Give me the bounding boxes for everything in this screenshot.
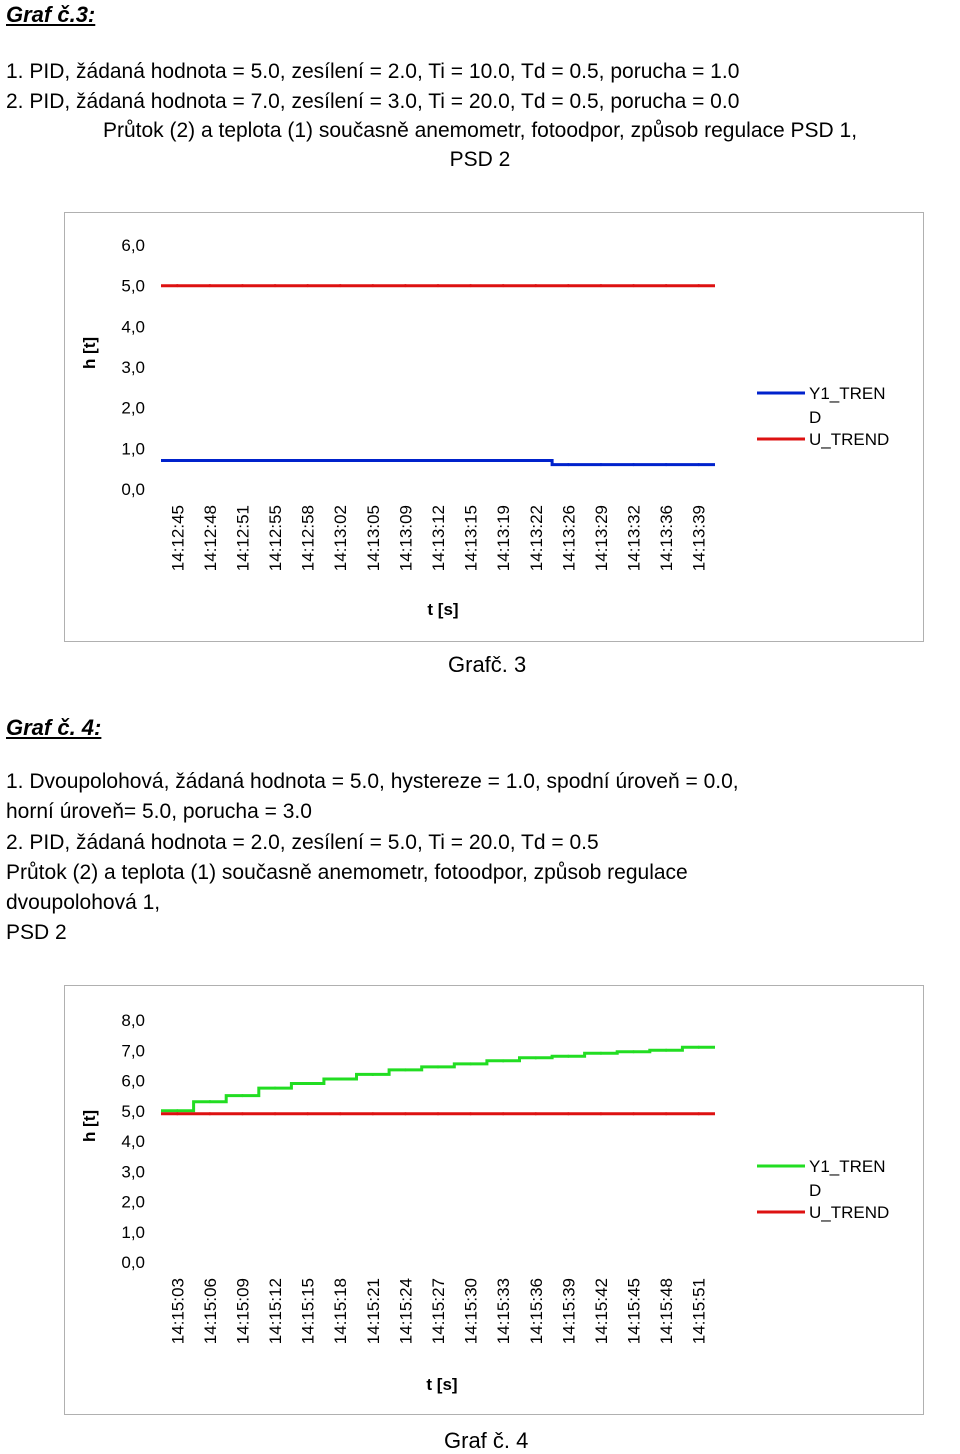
chart3-ytick-label: 3,0	[121, 358, 145, 377]
chart3-data-point	[241, 459, 244, 462]
chart3-xtick-label: 14:13:26	[559, 505, 579, 572]
chart4-ytick-label: 5,0	[121, 1101, 145, 1121]
chart4-data-point	[274, 1112, 277, 1115]
chart4-frame	[64, 985, 924, 1415]
chart4-xtick-label: 14:15:39	[559, 1278, 579, 1345]
chart4-data-point	[241, 1112, 244, 1115]
chart3-data-point	[567, 463, 570, 466]
chart3-data-point	[665, 284, 668, 287]
chart3-data-point	[665, 463, 668, 466]
chart3-data-point	[632, 463, 635, 466]
chart4-ytick-label: 8,0	[121, 1011, 145, 1030]
chart3-ytick-label: 1,0	[121, 439, 145, 459]
chart3-ytick-label: 0,0	[121, 480, 145, 499]
chart4-ytick-label: 7,0	[121, 1041, 145, 1061]
chart3-series-0	[161, 459, 715, 466]
chart4-data-point	[599, 1052, 602, 1055]
graf3-line-4: PSD 2	[449, 148, 511, 171]
chart3-series-1	[161, 284, 715, 287]
chart4-data-point	[404, 1112, 407, 1115]
chart4-series-1	[161, 1112, 715, 1115]
chart4-data-point	[404, 1068, 407, 1071]
chart3-data-point	[306, 284, 309, 287]
chart3-xtick-label: 14:12:58	[298, 505, 318, 572]
chart4-data-point	[339, 1077, 342, 1080]
chart3-data-point	[274, 459, 277, 462]
chart3-legend-label-3: U_TREND	[809, 430, 890, 449]
chart4-ytick-label: 4,0	[121, 1132, 145, 1151]
chart4-data-point	[502, 1059, 505, 1062]
chart3-xtick-label: 14:13:12	[429, 505, 448, 572]
chart3-ytick-label: 4,0	[121, 317, 145, 337]
chart3-data-point	[469, 459, 472, 462]
chart3-ytick-label: 6,0	[121, 236, 145, 255]
chart4-data-point	[567, 1112, 570, 1115]
graf4-heading: Graf č. 4:	[6, 715, 102, 740]
chart3-data-point	[437, 459, 440, 462]
chart3-data-point	[599, 463, 602, 466]
chart3-ytick-label: 5,0	[121, 276, 145, 296]
chart4-data-point	[371, 1073, 374, 1076]
chart3-x-axis-title: t [s]	[427, 600, 459, 619]
chart4-xtick-label: 14:15:12	[266, 1278, 286, 1345]
chart3-data-point	[404, 459, 407, 462]
graf3-line-1: 1. PID, žádaná hodnota = 5.0, zesílení = 2.0, Ti = 10.0, Td = 0.5, porucha = 1.0	[6, 60, 740, 83]
chart3-legend-label-1: Y1_TREN	[809, 384, 886, 403]
chart4-ytick-label: 2,0	[121, 1192, 145, 1212]
chart4-x-axis-title: t [s]	[426, 1375, 458, 1394]
chart3-data-point	[534, 459, 537, 462]
chart4-data-point	[697, 1046, 700, 1049]
chart4-data-point	[632, 1112, 635, 1115]
chart4-ytick-label: 0,0	[121, 1253, 145, 1272]
chart4-data-point	[697, 1112, 700, 1115]
chart4-legend-label-3: U_TREND	[809, 1203, 890, 1222]
chart4-data-point	[534, 1112, 537, 1115]
chart4-data-point	[176, 1112, 179, 1115]
chart4-data-point	[306, 1112, 309, 1115]
chart4-data-point	[208, 1112, 211, 1115]
chart4-xtick-label: 14:15:48	[657, 1278, 677, 1345]
chart3-data-point	[502, 459, 505, 462]
chart4-xtick-label: 14:15:09	[233, 1278, 253, 1345]
chart4-series-0	[161, 1046, 715, 1113]
chart3-xtick-label: 14:12:48	[200, 505, 220, 572]
chart4-data-point	[241, 1094, 244, 1097]
chart3-xtick-label: 14:12:55	[266, 505, 286, 572]
chart3-data-point	[306, 459, 309, 462]
chart4-xtick-label: 14:15:21	[363, 1278, 383, 1345]
chart4-xtick-label: 14:15:33	[494, 1278, 514, 1345]
chart4-xtick-label: 14:15:18	[331, 1278, 351, 1345]
chart4-data-point	[632, 1050, 635, 1053]
chart4-xtick-label: 14:15:06	[200, 1278, 220, 1345]
graf4-line-2: horní úroveň= 5.0, porucha = 3.0	[6, 800, 312, 823]
chart4-data-point	[437, 1065, 440, 1068]
chart4-data-point	[371, 1112, 374, 1115]
chart3-legend-label-2: D	[809, 408, 822, 427]
chart4-ytick-label: 3,0	[121, 1162, 145, 1182]
chart4-xtick-label: 14:15:36	[526, 1278, 546, 1345]
chart3-xtick-label: 14:13:15	[461, 505, 481, 572]
chart4-svg	[65, 986, 923, 1414]
chart4-xtick-label: 14:15:45	[624, 1278, 644, 1345]
chart4-y-axis-title: h [t]	[80, 1109, 99, 1143]
chart3-data-point	[274, 284, 277, 287]
chart4-data-point	[599, 1112, 602, 1115]
chart4-data-point	[469, 1112, 472, 1115]
chart3-caption: Grafč. 3	[448, 652, 527, 677]
chart3-xtick-label: 14:13:32	[624, 505, 644, 572]
chart4-data-point	[274, 1087, 277, 1090]
chart3-frame	[64, 212, 924, 642]
chart3-data-point	[339, 459, 342, 462]
chart4-data-point	[437, 1112, 440, 1115]
chart4-caption: Graf č. 4	[444, 1428, 529, 1453]
chart4-xtick-label: 14:15:42	[591, 1278, 611, 1345]
chart4-data-point	[208, 1100, 211, 1103]
chart3-data-point	[437, 284, 440, 287]
graf3-heading: Graf č.3:	[6, 2, 96, 27]
chart3-data-point	[339, 284, 342, 287]
chart3-data-point	[241, 284, 244, 287]
chart3-xtick-label: 14:13:36	[657, 505, 677, 572]
chart3-data-point	[371, 459, 374, 462]
chart3-data-point	[697, 284, 700, 287]
chart3-xtick-label: 14:13:39	[689, 505, 709, 572]
chart3-xtick-label: 14:13:22	[526, 505, 546, 572]
chart3-xtick-label: 14:12:45	[168, 505, 188, 572]
chart4-data-point	[339, 1112, 342, 1115]
chart3-data-point	[371, 284, 374, 287]
graf3-line-3: Průtok (2) a teplota (1) současně anemometr, fotoodpor, způsob regulace PSD 1,	[102, 119, 858, 142]
chart3-xtick-label: 14:13:05	[363, 505, 383, 572]
chart3-data-point	[176, 459, 179, 462]
chart3-y-axis-title: h [t]	[80, 336, 99, 370]
chart3-xtick-label: 14:12:51	[233, 505, 253, 572]
chart4-legend	[757, 1157, 889, 1222]
chart3-xtick-label: 14:13:02	[331, 505, 351, 572]
chart4-data-point	[665, 1049, 668, 1052]
chart3-data-point	[208, 284, 211, 287]
chart4-data-point	[469, 1062, 472, 1065]
chart4-xtick-label: 14:15:03	[168, 1278, 188, 1345]
chart3-data-point	[469, 284, 472, 287]
chart4-data-point	[502, 1112, 505, 1115]
graf4-line-1: 1. Dvoupolohová, žádaná hodnota = 5.0, hystereze = 1.0, spodní úroveň = 0.0,	[6, 770, 739, 793]
chart3-data-point	[697, 463, 700, 466]
chart3-data-point	[567, 284, 570, 287]
chart3-data-point	[534, 284, 537, 287]
chart4-xtick-label: 14:15:30	[461, 1278, 481, 1345]
chart4-data-point	[567, 1055, 570, 1058]
chart3-data-point	[599, 284, 602, 287]
graf4-line-6: PSD 2	[6, 921, 67, 944]
graf4-line-4: Průtok (2) a teplota (1) současně anemometr, fotoodpor, způsob regulace	[6, 861, 688, 884]
chart3-xtick-label: 14:13:19	[494, 505, 514, 572]
graf4-line-5: dvoupolohová 1,	[6, 891, 161, 914]
chart4-xtick-label: 14:15:27	[429, 1278, 448, 1345]
chart4-xtick-label: 14:15:24	[396, 1278, 416, 1345]
chart3-data-point	[502, 284, 505, 287]
chart3-data-point	[404, 284, 407, 287]
chart4-series-line	[161, 1047, 715, 1111]
chart4-xtick-label: 14:15:51	[689, 1278, 709, 1345]
chart4-legend-label-1: Y1_TREN	[809, 1157, 886, 1176]
chart4-data-point	[306, 1082, 309, 1085]
graf3-line-2: 2. PID, žádaná hodnota = 7.0, zesílení = 3.0, Ti = 20.0, Td = 0.5, porucha = 0.0	[6, 90, 740, 113]
chart3-data-point	[208, 459, 211, 462]
chart4-data-point	[534, 1056, 537, 1059]
chart3-ytick-label: 2,0	[121, 398, 145, 418]
chart3-data-point	[632, 284, 635, 287]
chart4-xtick-label: 14:15:15	[298, 1278, 318, 1345]
chart4-data-point	[665, 1112, 668, 1115]
chart3-xtick-label: 14:13:09	[396, 505, 416, 572]
graf4-line-3: 2. PID, žádaná hodnota = 2.0, zesílení = 5.0, Ti = 20.0, Td = 0.5	[6, 831, 599, 854]
chart4-ytick-label: 1,0	[121, 1222, 145, 1242]
chart3-xtick-label: 14:13:29	[591, 505, 611, 572]
chart4-data-point	[176, 1109, 179, 1112]
chart4-ytick-label: 6,0	[121, 1071, 145, 1091]
chart3-svg	[65, 213, 923, 641]
chart3-data-point	[176, 284, 179, 287]
chart3-legend	[757, 384, 889, 449]
chart4-legend-label-2: D	[809, 1181, 822, 1200]
